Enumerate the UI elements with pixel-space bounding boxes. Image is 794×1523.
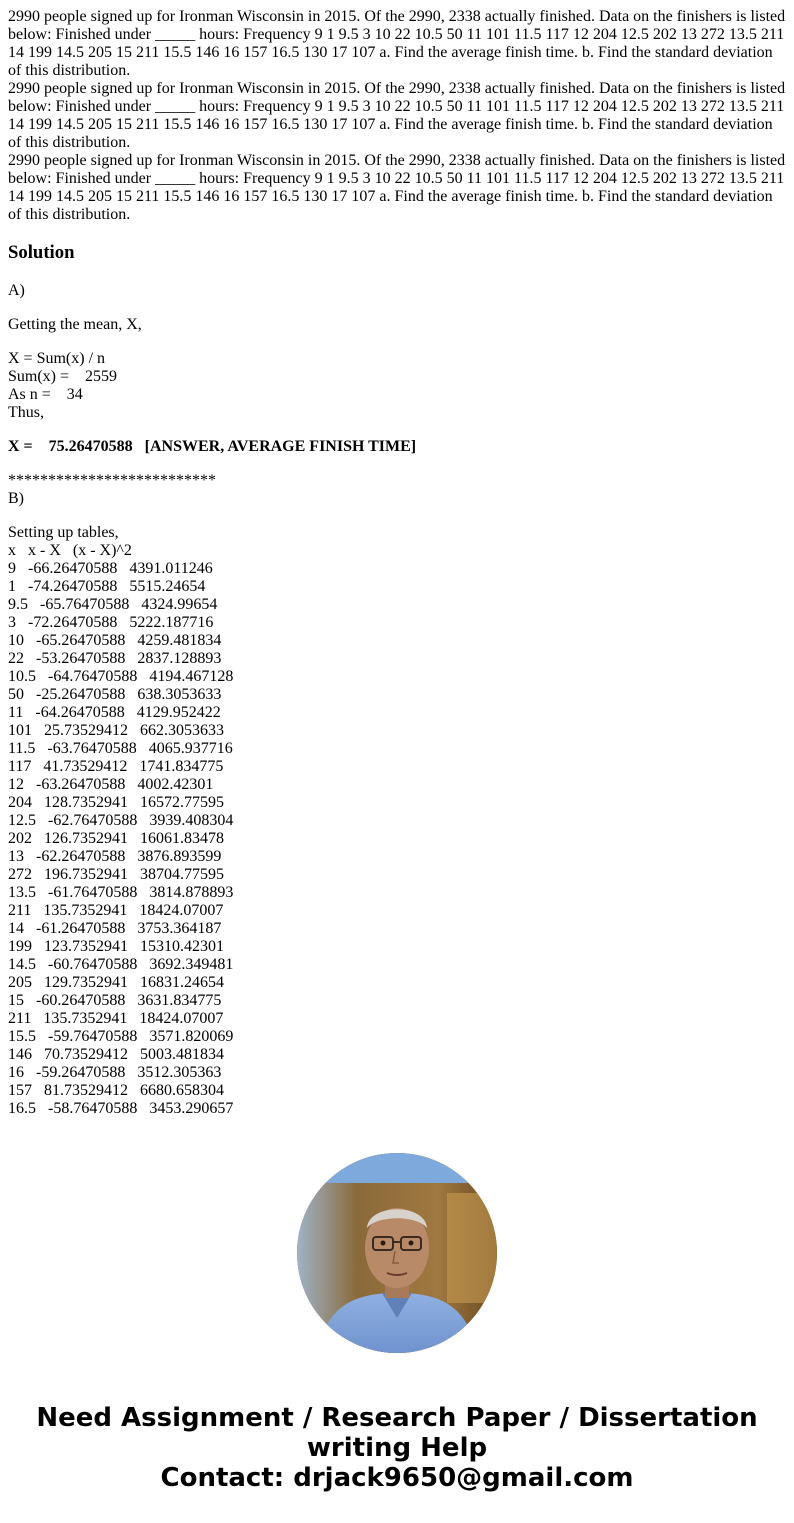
question-text-1: 2990 people signed up for Ironman Wisconsin in 2015. Of the 2990, 2338 actually finished. Data on the finishers is listed below: Finished under _____ hours: Frequency 9 1 9.5 3 10 22 10.5 50 11 101 11.5 117 12 204 12.5 202 13 272 13.5 211 14 199 14.5 205 15 211 15.5 146 16 157 16.5 130 17 107 a. Find the average finish time. b. Find the standard deviation of this distribution. — [8, 8, 786, 79]
n-line: As n = 34 — [8, 386, 83, 403]
table-row: 211 135.7352941 18424.07007 — [8, 902, 224, 919]
table-row: 10.5 -64.76470588 4194.467128 — [8, 668, 234, 685]
table-row: 15.5 -59.76470588 3571.820069 — [8, 1028, 234, 1045]
table-row: 15 -60.26470588 3631.834775 — [8, 992, 222, 1009]
footer-line-2: writing Help — [306, 1433, 488, 1463]
document-body — [8, 8, 788, 1118]
mean-calculation — [8, 350, 788, 422]
table-row: 16.5 -58.76470588 3453.290657 — [8, 1100, 234, 1117]
table-row: 11 -64.26470588 4129.952422 — [8, 704, 221, 721]
table-row: 16 -59.26470588 3512.305363 — [8, 1064, 222, 1081]
tables-intro: Setting up tables, — [8, 524, 119, 541]
table-row: 3 -72.26470588 5222.187716 — [8, 614, 214, 631]
separator: ************************** — [8, 472, 216, 489]
table-row: 146 70.73529412 5003.481834 — [8, 1046, 224, 1063]
formula-line: X = Sum(x) / n — [8, 350, 106, 367]
solution-heading: Solution — [8, 242, 75, 263]
footer-line-1: Need Assignment / Research Paper / Dissertation — [36, 1403, 758, 1433]
question-text-3: 2990 people signed up for Ironman Wisconsin in 2015. Of the 2990, 2338 actually finished. Data on the finishers is listed below: Finished under _____ hours: Frequency 9 1 9.5 3 10 22 10.5 50 11 101 11.5 117 12 204 12.5 202 13 272 13.5 211 14 199 14.5 205 15 211 15.5 146 16 157 16.5 130 17 107 a. Find the average finish time. b. Find the standard deviation of this distribution. — [8, 152, 786, 223]
question-text-2: 2990 people signed up for Ironman Wisconsin in 2015. Of the 2990, 2338 actually finished. Data on the finishers is listed below: Finished under _____ hours: Frequency 9 1 9.5 3 10 22 10.5 50 11 101 11.5 117 12 204 12.5 202 13 272 13.5 211 14 199 14.5 205 15 211 15.5 146 16 157 16.5 130 17 107 a. Find the average finish time. b. Find the standard deviation of this distribution. — [8, 80, 786, 151]
table-row: 199 123.7352941 15310.42301 — [8, 938, 224, 955]
table-row: 9.5 -65.76470588 4324.99654 — [8, 596, 218, 613]
table-row: 117 41.73529412 1741.834775 — [8, 758, 224, 775]
footer-contact: Contact: drjack9650@gmail.com — [160, 1463, 634, 1493]
table-row: 12 -63.26470588 4002.42301 — [8, 776, 214, 793]
part-b-block — [8, 472, 788, 508]
table-row: 272 196.7352941 38704.77595 — [8, 866, 224, 883]
table-header: x x - X (x - X)^2 — [8, 542, 132, 559]
table-row: 1 -74.26470588 5515.24654 — [8, 578, 206, 595]
table-rows — [8, 560, 788, 1118]
table-row: 11.5 -63.76470588 4065.937716 — [8, 740, 233, 757]
table-row: 204 128.7352941 16572.77595 — [8, 794, 224, 811]
table-row: 12.5 -62.76470588 3939.408304 — [8, 812, 234, 829]
thus-line: Thus, — [8, 404, 44, 421]
table-row: 13 -62.26470588 3876.893599 — [8, 848, 222, 865]
deviation-table — [8, 524, 788, 1118]
table-row: 211 135.7352941 18424.07007 — [8, 1010, 224, 1027]
table-row: 202 126.7352941 16061.83478 — [8, 830, 224, 847]
part-b-label: B) — [8, 490, 24, 507]
table-row: 22 -53.26470588 2837.128893 — [8, 650, 222, 667]
table-row: 157 81.73529412 6680.658304 — [8, 1082, 224, 1099]
table-row: 13.5 -61.76470588 3814.878893 — [8, 884, 234, 901]
avatar-portrait-icon — [297, 1153, 497, 1353]
sum-line: Sum(x) = 2559 — [8, 368, 118, 385]
table-row: 14 -61.26470588 3753.364187 — [8, 920, 222, 937]
table-row: 101 25.73529412 662.3053633 — [8, 722, 224, 739]
table-row: 14.5 -60.76470588 3692.349481 — [8, 956, 234, 973]
mean-answer: X = 75.26470588 [ANSWER, AVERAGE FINISH TIME] — [8, 438, 417, 455]
table-row: 50 -25.26470588 638.3053633 — [8, 686, 222, 703]
footer-banner — [0, 1403, 794, 1493]
table-row: 10 -65.26470588 4259.481834 — [8, 632, 222, 649]
table-row: 9 -66.26470588 4391.011246 — [8, 560, 213, 577]
table-row: 205 129.7352941 16831.24654 — [8, 974, 224, 991]
part-a-label: A) — [8, 282, 25, 299]
avatar — [297, 1153, 497, 1353]
mean-intro: Getting the mean, X, — [8, 316, 142, 333]
